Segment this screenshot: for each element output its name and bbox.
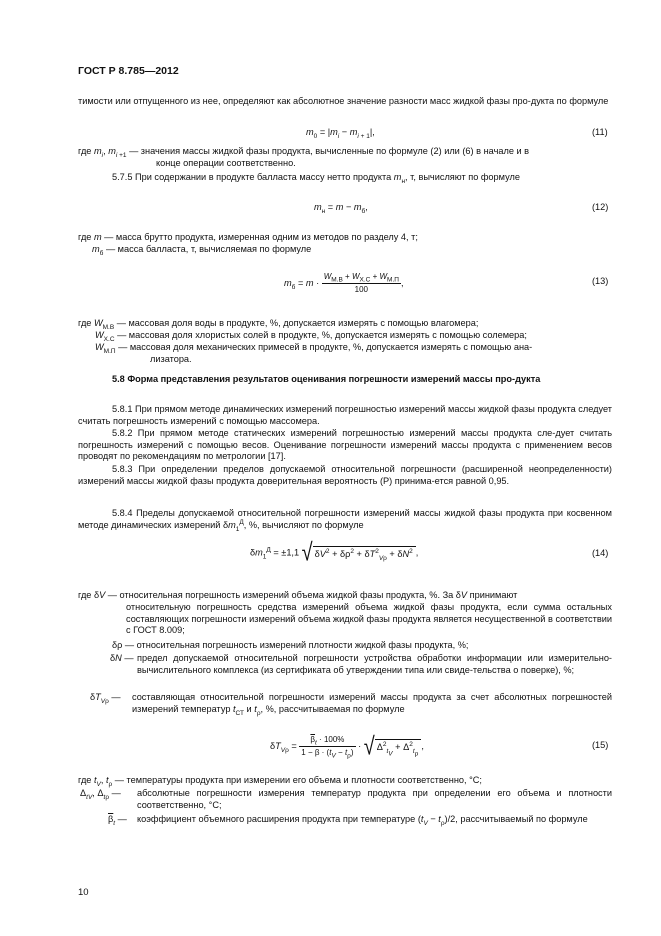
- definition-dn-text: предел допускаемой относительной погрешности устройства обработки информации или измерительно-вычислительного комплекса (из сертификата об утверждении типа или свиде-тельства о поверке), %;: [137, 653, 612, 675]
- definition-delta-t: $\Delta_{tV}$, $\Delta_{t\rho}$ —: [80, 788, 121, 801]
- definition-delta-t-text: абсолютные погрешности измерения температур продукта при определении его объема и плотности соответственно, °C;: [137, 788, 612, 810]
- definition-mi: где $m_i$, $m_{i +1}$ — значения массы жидкой фазы продукта, вычисленные по формуле (2) или (6) в начале и в: [78, 146, 530, 159]
- definition-tv: где $t_V$, $t_\rho$ — температуры продукта при измерении его объема и плотности соответственно, °C;: [78, 775, 482, 788]
- paragraph-continuation: тимости или отпущенного из нее, определяют как абсолютное значение разности масс жидкой фазы про-дукта по формуле: [78, 96, 609, 106]
- formula-13-number: (13): [592, 276, 609, 286]
- formula-15: $\delta T_{V\rho}$ = $\frac{\overline{\beta}_t \cdot 100\%}{1 - \beta \cdot (t_V - t_\rho)}$ · √ $\Delta^2_{t_V} + \Delta^2_{t_\rho}$,: [270, 732, 424, 761]
- definition-dtvp: $\delta T_{V\rho}$ —: [90, 692, 121, 705]
- formula-14-number: (14): [592, 548, 609, 558]
- definition-beta-text: коэффициент объемного расширения продукта при температуре $(t_V - t_\rho)/2$, рассчитываемый по формуле: [137, 814, 588, 827]
- definition-dv: где δV — относительная погрешность измерений объема жидкой фазы продукта, %. За δV принимают: [78, 590, 518, 600]
- paragraph-5-8-4: 5.8.4 Пределы допускаемой относительной погрешности измерений массы жидкой фазы продукта при косвенном методе динамических измерений $\delta m_1^Д$, %, вычисляют по формуле: [78, 508, 612, 533]
- definition-wmp: $W_{М.П}$ — массовая доля механических примесей в продукте, %, допускается измерять с помощью ана-: [95, 342, 533, 355]
- definition-dn: δN —: [110, 653, 134, 663]
- paragraph-5-8-1: 5.8.1 При прямом методе динамических измерений погрешностью измерений массы жидкой фазы продукта следует считать погрешность измерений с помощью массомера.: [78, 404, 612, 426]
- definition-mi-cont: конце операции соответственно.: [156, 158, 296, 168]
- definition-wxc: $W_{Х.С}$ — массовая доля хлористых солей в продукте, %, допускается измерять с помощью солемера;: [95, 330, 527, 343]
- page-header: ГОСТ Р 8.785—2012: [78, 65, 179, 77]
- paragraph-5-7-5: 5.7.5 При содержании в продукте балласта массу нетто продукта $m_н$, т, вычисляют по формуле: [112, 172, 520, 185]
- paragraph-5-8-2: 5.8.2 При прямом методе статических измерений погрешностью измерений массы продукта сле-дует считать погрешность измерений с помощью весов. Оценивание погрешности измерений массы продукта с применением весов проводят по рекомендациям по метрологии [17].: [78, 428, 612, 462]
- formula-11: $m_0 = |m_i - m_{i + 1}|$,: [306, 127, 375, 140]
- formula-12: $m_н = m - m_б$,: [314, 202, 368, 215]
- paragraph-5-8-3: 5.8.3 При определении пределов допускаемой относительной погрешности (расширенной неопределенности) измерений массы жидкой фазы продукта доверительная вероятность (P) принима-ется равной 0,95.: [78, 464, 612, 486]
- formula-14: $\delta m_1^Д = \pm 1,1$ √ $\delta V^2 + \delta\rho^2 + \delta T^2_{V\rho} + \delta N^2$ ,: [250, 539, 419, 567]
- page-number: 10: [78, 887, 89, 898]
- section-heading-5-8: 5.8 Форма представления результатов оценивания погрешности измерений массы про-дукта: [112, 374, 541, 384]
- definition-wmp-cont: лизатора.: [150, 354, 192, 364]
- definition-m: где m — масса брутто продукта, измеренная одним из методов по разделу 4, т;: [78, 232, 418, 242]
- definition-beta: $\overline{\beta}_t$ —: [108, 814, 127, 827]
- definition-dtvp-text: составляющая относительной погрешности измерений массы продукта за счет абсолютных погрешностей измерений температур $t_{СТ}$ и $t_\rho$, %, рассчитываемая по формуле: [132, 692, 612, 717]
- formula-12-number: (12): [592, 202, 609, 212]
- definition-wmv: где $W_{М.В}$ — массовая доля воды в продукте, %, допускается измерять с помощью влагомера;: [78, 318, 479, 331]
- definition-drho: δρ — относительная погрешность измерений плотности жидкой фазы продукта, %;: [112, 640, 469, 650]
- formula-11-number: (11): [592, 127, 608, 137]
- definition-mb: $m_б$ — масса балласта, т, вычисляемая по формуле: [92, 244, 312, 257]
- formula-15-number: (15): [592, 740, 609, 750]
- formula-13: $m_б = m$ · $\frac{W_{М.В} + W_{Х.С} + W_{М.П}}{100}$ ,: [284, 272, 404, 294]
- definition-dv-cont: относительную погрешность средства измерений объема жидкой фазы продукта, если сумма остальных составляющих погрешности измерений объема жидкой фазы продукта является несущественной в соответствии с ГОСТ 8.009;: [126, 602, 612, 636]
